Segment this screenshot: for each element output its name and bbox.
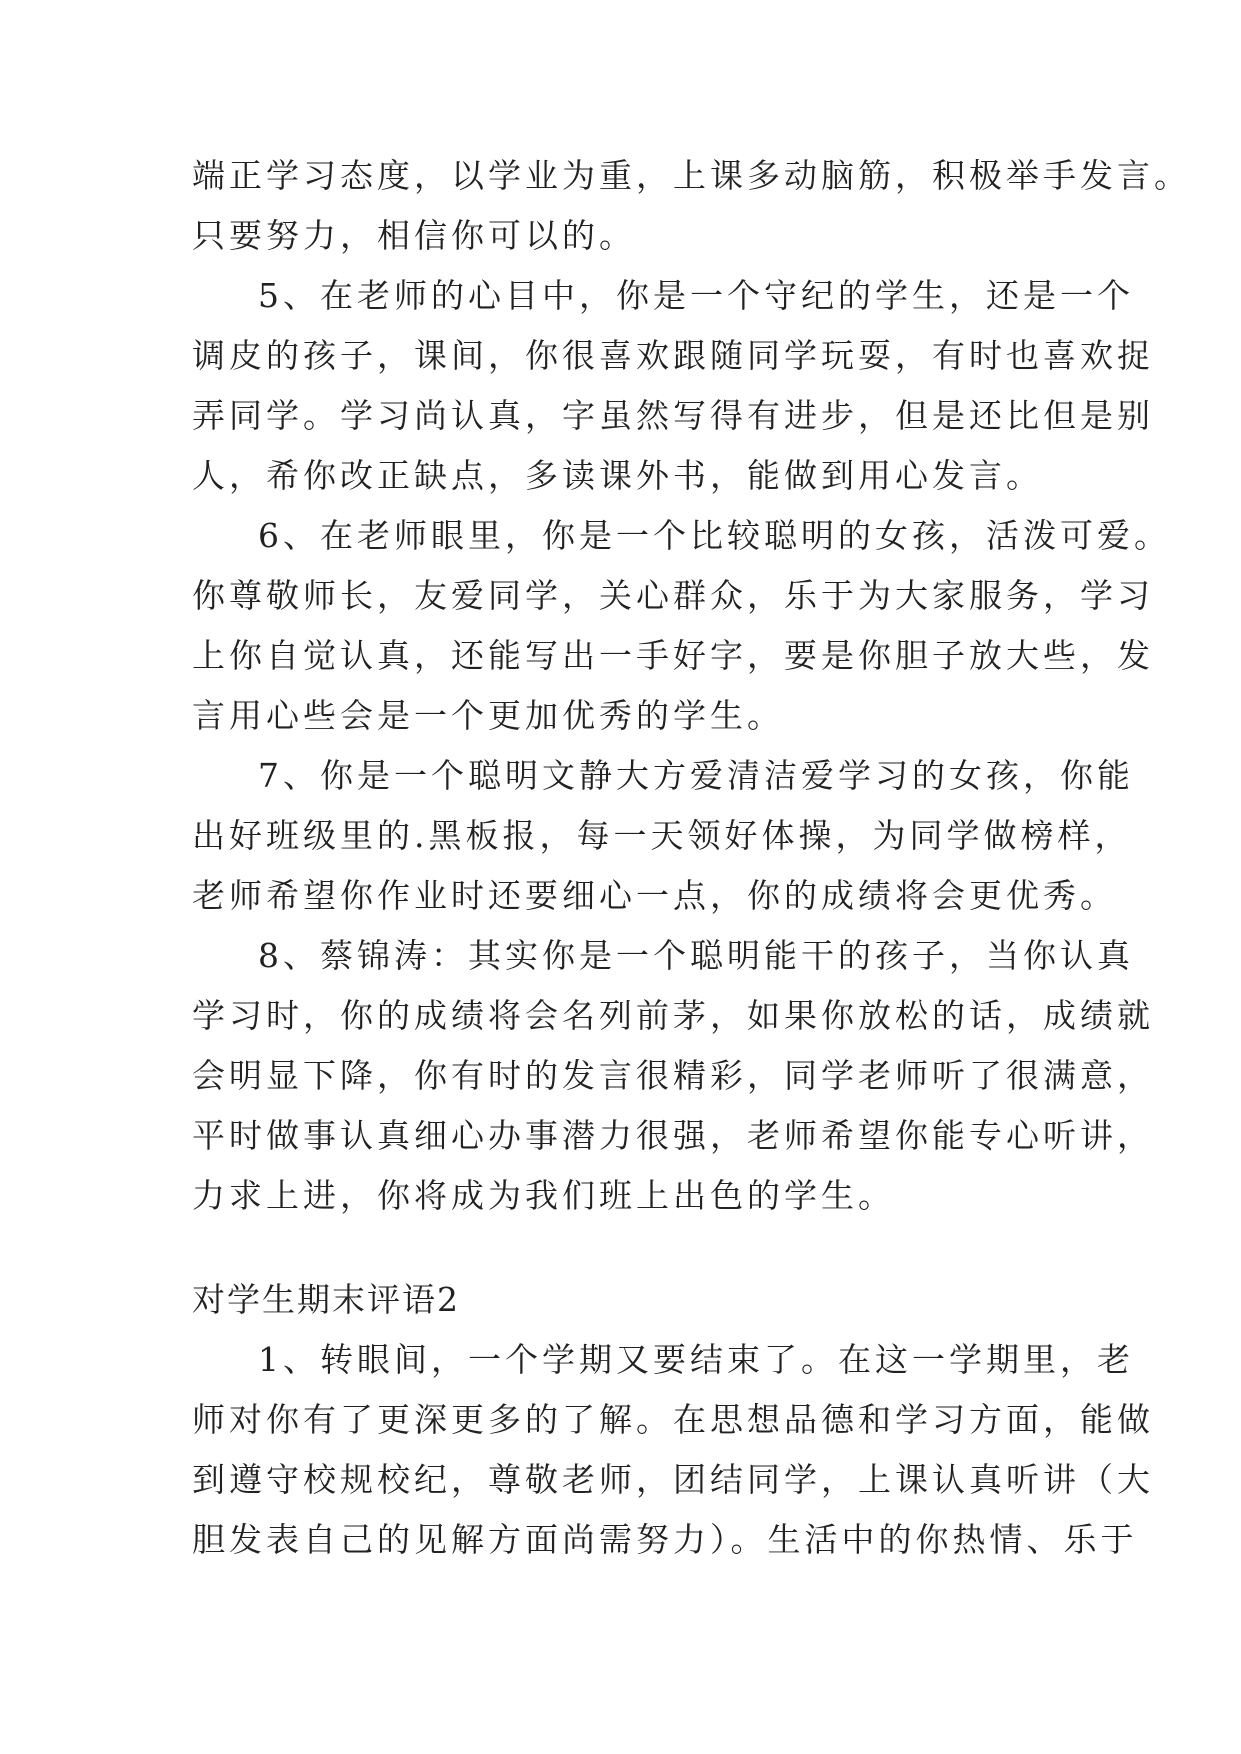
section-heading: 对学生期末评语2 — [192, 1280, 460, 1319]
text-line: 你尊敬师长，友爱同学，关心群众，乐于为大家服务，学习 — [192, 576, 1154, 615]
paragraph-start-line: 5、在老师的心目中，你是一个守纪的学生，还是一个 — [258, 276, 1134, 315]
text-line: 平时做事认真细心办事潜力很强，老师希望你能专心听讲， — [192, 1116, 1154, 1155]
text-line: 言用心些会是一个更加优秀的学生。 — [192, 696, 784, 735]
text-line: 出好班级里的.黑板报，每一天领好体操，为同学做榜样， — [192, 816, 1132, 855]
text-line: 学习时，你的成绩将会名列前茅，如果你放松的话，成绩就 — [192, 996, 1154, 1035]
text-line: 到遵守校规校纪，尊敬老师，团结同学，上课认真听讲（大 — [192, 1460, 1154, 1499]
text-line: 老师希望你作业时还要细心一点，你的成绩将会更优秀。 — [192, 876, 1117, 915]
paragraph-start-line: 1、转眼间，一个学期又要结束了。在这一学期里，老 — [258, 1340, 1134, 1379]
text-line: 调皮的孩子，课间，你很喜欢跟随同学玩耍，有时也喜欢捉 — [192, 336, 1154, 375]
paragraph-start-line: 6、在老师眼里，你是一个比较聪明的女孩，活泼可爱。 — [258, 516, 1171, 555]
text-line: 弄同学。学习尚认真，字虽然写得有进步，但是还比但是别 — [192, 396, 1154, 435]
document-page — [192, 156, 1191, 1580]
text-line: 端正学习态度，以学业为重，上课多动脑筋，积极举手发言。 — [192, 156, 1191, 195]
text-line: 会明显下降，你有时的发言很精彩，同学老师听了很满意， — [192, 1056, 1154, 1095]
paragraph-start-line: 7、你是一个聪明文静大方爱清洁爱学习的女孩，你能 — [258, 756, 1134, 795]
text-line: 上你自觉认真，还能写出一手好字，要是你胆子放大些，发 — [192, 636, 1154, 675]
text-line: 师对你有了更深更多的了解。在思想品德和学习方面，能做 — [192, 1400, 1154, 1439]
text-line: 人，希你改正缺点，多读课外书，能做到用心发言。 — [192, 456, 1043, 495]
text-line: 胆发表自己的见解方面尚需努力）。生活中的你热情、乐于 — [192, 1520, 1138, 1559]
paragraph-start-line: 8、蔡锦涛：其实你是一个聪明能干的孩子，当你认真 — [258, 936, 1134, 975]
text-line: 力求上进，你将成为我们班上出色的学生。 — [192, 1176, 895, 1215]
text-line: 只要努力，相信你可以的。 — [192, 216, 636, 255]
